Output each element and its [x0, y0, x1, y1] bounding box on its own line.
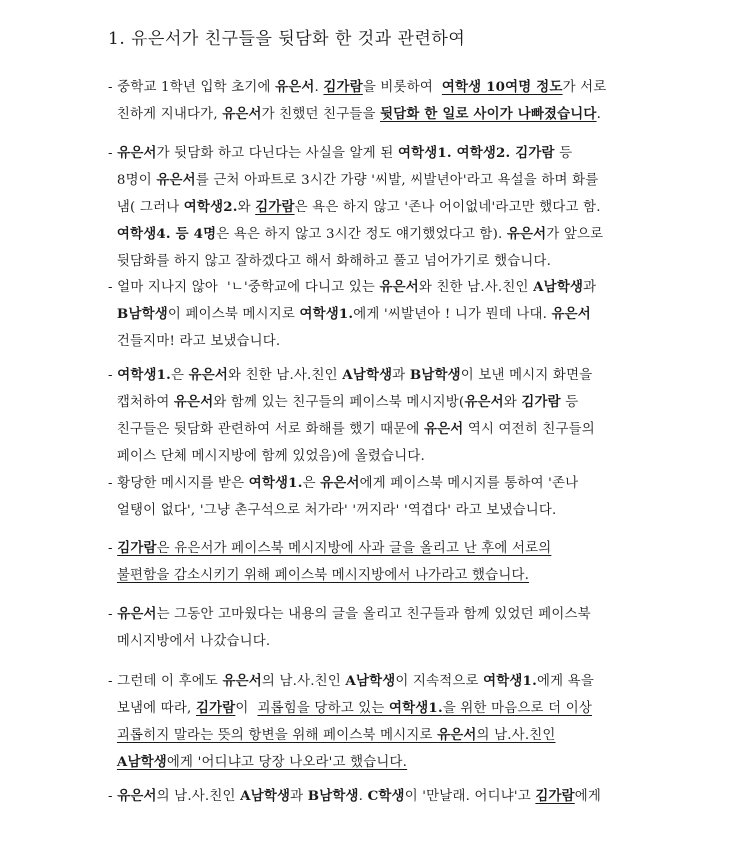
text-run: 과	[290, 789, 308, 804]
emphasized-text: B남학생	[116, 306, 168, 322]
text-line	[108, 601, 668, 628]
paragraph	[108, 535, 668, 589]
text-run: - 얼마 지나지 않아 'ㄴ'중학교에 다니고 있는	[108, 280, 380, 295]
text-line	[108, 248, 668, 275]
text-line	[108, 783, 668, 810]
text-run	[108, 227, 117, 242]
emphasized-text: 유은서	[275, 79, 315, 95]
text-run: -	[108, 789, 118, 804]
text-run: 얼탱이 없다', '그냥 촌구석으로 처가라' '꺼지라' '역겹다' 라고 보냈습니다.	[108, 503, 557, 518]
emphasized-text: 괴롭힘을 당하고 있는	[257, 701, 390, 716]
text-run: 이 페이스북 메시지로	[167, 307, 300, 322]
text-line	[108, 470, 668, 497]
emphasized-text: 유은서	[173, 394, 214, 410]
emphasized-text: 의 남.사.친인	[476, 728, 556, 743]
emphasized-text: 유은서	[464, 394, 504, 410]
text-run: 가 뒷담화 하고 다닌다는 사실을 알게 된	[156, 146, 398, 161]
emphasized-text: 유은서	[222, 106, 262, 122]
emphasized-text: 김가람	[255, 199, 295, 215]
emphasized-text: 유은서	[320, 475, 360, 491]
emphasized-text: 은 유은서가 페이스북 메시지방에 사과 글을 올리고 난 후에 서로의	[156, 541, 552, 556]
text-line	[108, 389, 668, 416]
text-run: 가 친했던 친구들을	[261, 107, 381, 122]
paragraph	[108, 274, 668, 355]
text-line	[108, 328, 668, 355]
emphasized-text: 여학생2.	[183, 199, 238, 215]
emphasized-text: C학생	[367, 788, 405, 804]
paragraph	[108, 362, 668, 470]
text-run: 와 친한 남.사.친인	[418, 280, 534, 295]
text-run: 가 서로	[562, 80, 607, 95]
text-run: 와	[237, 200, 256, 215]
text-run: 은	[302, 476, 321, 491]
emphasized-text: A남학생	[342, 367, 393, 383]
emphasized-text: 뒷담화 한 일로 사이가 나빠졌습니다	[380, 106, 597, 122]
text-run: - 중학교 1학년 입학 초기에	[108, 80, 276, 95]
emphasized-text: 여학생4. 등 4명	[116, 226, 217, 242]
emphasized-text: 유은서	[188, 367, 228, 383]
paragraph	[108, 470, 668, 524]
emphasized-text: 김가람	[521, 394, 561, 410]
emphasized-text: 여학생 10여명 정도	[441, 79, 563, 95]
emphasized-text: 유은서	[222, 673, 262, 689]
text-run	[108, 568, 117, 583]
text-run: 냄( 그러나	[108, 200, 184, 215]
text-run: 보냄에 따라,	[108, 701, 196, 716]
text-line	[108, 140, 668, 167]
paragraph	[108, 140, 668, 275]
emphasized-text: 유은서	[423, 421, 464, 437]
emphasized-text: B남학생	[409, 367, 461, 383]
emphasized-text: A남학생	[116, 754, 167, 770]
text-run: 에게 욕을	[536, 674, 594, 689]
emphasized-text: 불편함을 감소시키기 위해 페이스북 메시지방에서 나가라고 했습니다.	[116, 568, 530, 583]
text-run: 친하게 지내다가,	[108, 107, 223, 122]
text-run: .	[596, 107, 602, 122]
text-run: 등	[554, 146, 573, 161]
emphasized-text: 괴롭히지 말라는 뜻의 항변을 위해 페이스북 메시지로	[116, 728, 438, 743]
emphasized-text: 김가람	[535, 788, 575, 804]
emphasized-text: 을 위한 마음으로 더 이상	[442, 701, 593, 716]
text-run: 은 욕은 하지 않고 '존나 어이없네'라고만 했다고 함.	[294, 200, 601, 215]
text-run: 뒷담화를 하지 않고 잘하겠다고 해서 화해하고 풀고 넘어가기로 했습니다.	[108, 254, 552, 269]
text-run: - 그런데 이 후에도	[108, 674, 223, 689]
text-run: -	[108, 607, 118, 622]
text-run: 8명이	[108, 173, 157, 188]
emphasized-text: 유은서	[379, 279, 419, 295]
text-run: -	[108, 368, 118, 383]
emphasized-text: A남학생	[533, 279, 584, 295]
text-line	[108, 101, 668, 128]
emphasized-text: 김가람	[117, 540, 157, 556]
text-run: 에게	[574, 789, 602, 804]
emphasized-text: 여학생1.	[389, 700, 443, 716]
text-line	[108, 301, 668, 328]
text-line	[108, 274, 668, 301]
text-run	[108, 755, 117, 770]
text-line	[108, 497, 668, 524]
text-run: .	[314, 80, 324, 95]
paragraph	[108, 668, 668, 776]
section-title: 1. 유은서가 친구들을 뒷담화 한 것과 관련하여	[108, 29, 466, 49]
text-line	[108, 722, 668, 749]
emphasized-text: 김가람	[195, 700, 236, 716]
text-line	[108, 362, 668, 389]
text-run: 이 지속적으로	[395, 674, 484, 689]
text-run: 와	[503, 395, 522, 410]
emphasized-text: 김가람	[323, 79, 363, 95]
text-run: 역시 여전히 친구들의	[463, 422, 595, 437]
text-run: 를 근처 아파트로 3시간 가량 '씨발, 씨발년아'라고 욕설을 하며 화를	[195, 173, 599, 188]
paragraph	[108, 601, 668, 655]
text-run: - 황당한 메시지를 받은	[108, 476, 249, 491]
text-run	[108, 728, 117, 743]
emphasized-text: 여학생1.	[248, 475, 303, 491]
text-run: 을 비롯하여	[362, 80, 442, 95]
text-run: 은	[170, 368, 189, 383]
emphasized-text: 여학생1. 여학생2. 김가람	[397, 145, 555, 161]
emphasized-text: 유은서	[117, 788, 157, 804]
text-line	[108, 443, 668, 470]
text-run: 는 그동안 고마웠다는 내용의 글을 올리고 친구들과 함께 있었던 페이스북	[156, 607, 591, 622]
text-line	[108, 221, 668, 248]
emphasized-text: 유은서	[506, 226, 547, 242]
paragraph	[108, 783, 668, 810]
text-run: 에게 '씨발년아 ! 니가 뭔데 나대.	[353, 307, 552, 322]
text-line	[108, 668, 668, 695]
text-run: 메시지방에서 나갔습니다.	[108, 634, 271, 649]
text-run: 등	[560, 395, 579, 410]
text-line	[108, 628, 668, 655]
text-run	[108, 307, 117, 322]
text-run: 이	[235, 701, 258, 716]
text-run: 와 친한 남.사.친인	[227, 368, 343, 383]
text-line	[108, 167, 668, 194]
emphasized-text: 유은서	[117, 145, 157, 161]
text-run: 이 보낸 메시지 화면을	[460, 368, 593, 383]
text-run: -	[108, 541, 118, 556]
text-run: 과	[392, 368, 410, 383]
text-run: 친구들은 뒷담화 관련하여 서로 화해를 했기 때문에	[108, 422, 424, 437]
emphasized-text: 유은서	[437, 727, 477, 743]
text-line	[108, 695, 668, 722]
text-line	[108, 749, 668, 776]
paragraph	[108, 74, 668, 128]
text-line	[108, 74, 668, 101]
text-run: 의 남.사.친인	[156, 789, 241, 804]
text-run: 가 앞으로	[546, 227, 604, 242]
text-line	[108, 416, 668, 443]
text-line	[108, 562, 668, 589]
text-run: 건들지마! 라고 보냈습니다.	[108, 334, 281, 349]
emphasized-text: A남학생	[345, 673, 396, 689]
emphasized-text: 유은서	[551, 306, 591, 322]
text-run: 캡처하여	[108, 395, 174, 410]
emphasized-text: 여학생1.	[117, 367, 171, 383]
text-run: -	[108, 146, 118, 161]
emphasized-text: 여학생1.	[299, 306, 354, 322]
text-run: 의 남.사.친인	[261, 674, 346, 689]
emphasized-text: B남학생	[307, 788, 359, 804]
text-run: 은 욕은 하지 않고 3시간 정도 얘기했었다고 함).	[216, 227, 507, 242]
text-run: 에게 페이스북 메시지를 통하여 '존나	[359, 476, 579, 491]
text-line	[108, 535, 668, 562]
emphasized-text: 여학생1.	[483, 673, 537, 689]
emphasized-text: A남학생	[240, 788, 291, 804]
text-run: 과	[583, 280, 597, 295]
text-run: .	[358, 789, 368, 804]
text-run: 이 '만날래. 어디냐'고	[404, 789, 536, 804]
text-run: 와 함께 있는 친구들의 페이스북 메시지방(	[213, 395, 465, 410]
emphasized-text: 에게 '어디냐고 당장 나오라'고 했습니다.	[166, 755, 408, 770]
text-run: 페이스 단체 메시지방에 함께 있었음)에 올렸습니다.	[108, 449, 425, 464]
emphasized-text: 유은서	[156, 172, 196, 188]
emphasized-text: 유은서	[117, 606, 157, 622]
text-line	[108, 194, 668, 221]
